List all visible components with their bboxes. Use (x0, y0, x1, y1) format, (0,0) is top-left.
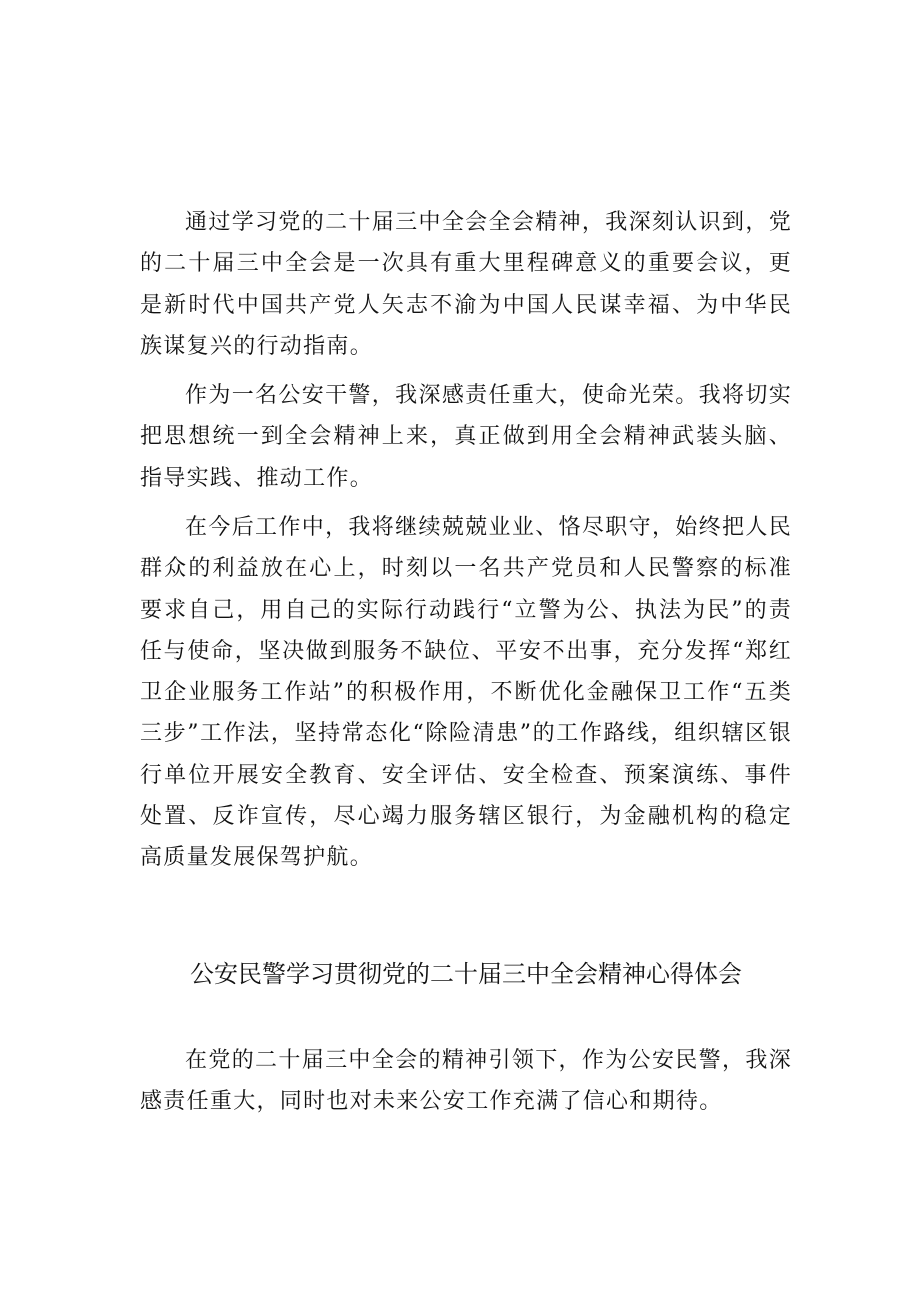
paragraph-3: 在今后工作中，我将继续兢兢业业、恪尽职守，始终把人民群众的利益放在心上，时刻以一名共产党员和人民警察的标准要求自己，用自己的实际行动践行“立警为公、执法为民”的责任与使命，坚决做到服务不缺位、平安不出事，充分发挥“郑红卫企业服务工作站”的积极作用，不断优化金融保卫工作“五类三步”工作法，坚持常态化“除险清患”的工作路线，组织辖区银行单位开展安全教育、安全评估、安全检查、预案演练、事件处置、反诈宣传，尽心竭力服务辖区银行，为金融机构的稳定高质量发展保驾护航。 (140, 515, 792, 871)
paragraph-2: 作为一名公安干警，我深感责任重大，使命光荣。我将切实把思想统一到全会精神上来，真正做到用全会精神武装头脑、指导实践、推动工作。 (140, 383, 792, 491)
paragraph-1: 通过学习党的二十届三中全会全会精神，我深刻认识到，党的二十届三中全会是一次具有重大里程碑意义的重要会议，更是新时代中国共产党人矢志不渝为中国人民谋幸福、为中华民族谋复兴的行动指南。 (140, 210, 792, 359)
paragraph-4: 在党的二十届三中全会的精神引领下，作为公安民警，我深感责任重大，同时也对未来公安工作充满了信心和期待。 (140, 1048, 792, 1115)
section-title: 公安民警学习贯彻党的二十届三中全会精神心得体会 (190, 960, 742, 988)
